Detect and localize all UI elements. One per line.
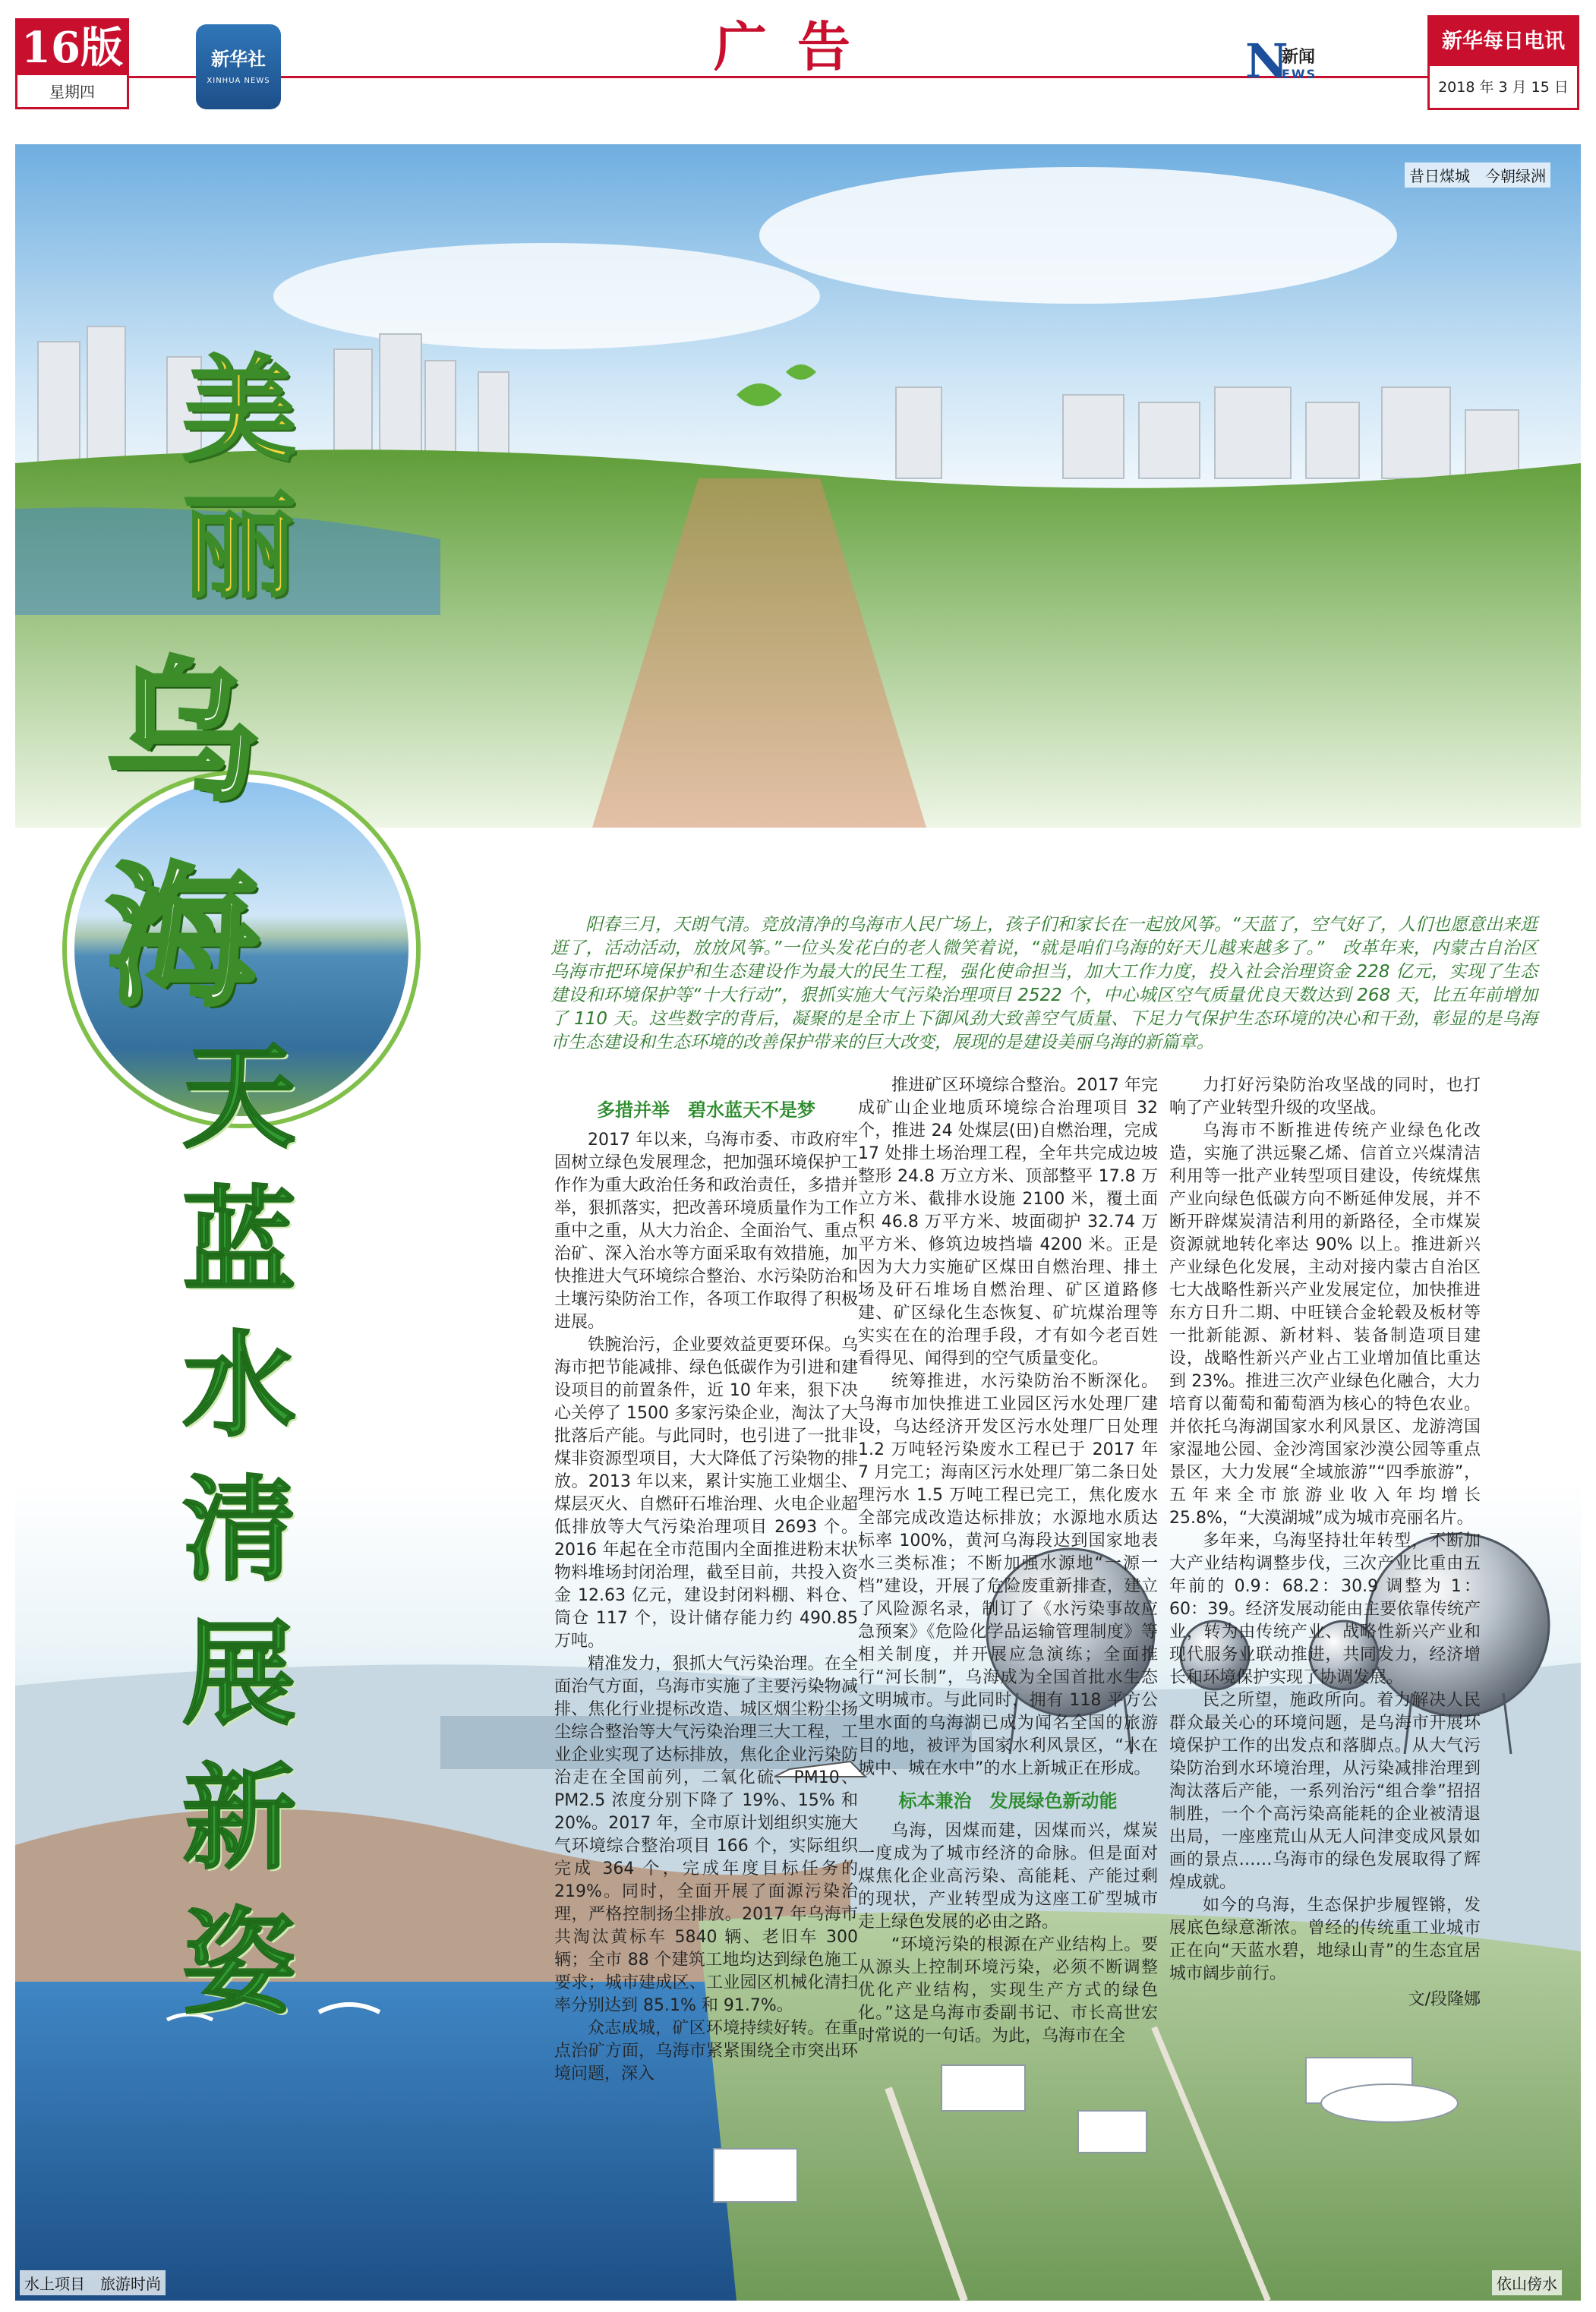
paragraph: 如今的乌海，生态保护步履铿锵，发展底色绿意渐浓。曾经的传统重工业城市正在向“天蓝水碧，地绿山青”的生态宜居城市阔步前行。: [1169, 1896, 1481, 1983]
page-number-box: [15, 18, 129, 109]
headline-meili: 美丽: [182, 343, 297, 613]
publication-date: 2018 年 3 月 15 日: [1438, 79, 1569, 96]
weekday: 星期四: [49, 83, 95, 101]
news-logo-letter: N: [1245, 33, 1288, 89]
paragraph: 推进矿区环境综合整治。2017 年完成矿山企业地质环境综合治理项目 32 个，推进 24 处煤层(田)自燃治理，完成 17 处排土场治理工程，全年共完成边坡整形 24.8 万立方米、顶部整平 17.8 万立方米、截排水设施 2100 米，覆土面积 46.8 万平方米、坡面砌护 32.74 万平方米、修筑边坡挡墙 4200 米。正是因为大力实施矿区煤田自燃治理、排土场及矸石堆场自燃治理、矿区道路修建、矿区绿化生态恢复、矿坑煤治理等实实在在的治理手段，才有如今老百姓看得见、闻得到的空气质量变化。: [858, 1076, 1158, 1368]
xinhua-logo-icon: [196, 24, 281, 109]
page-number: 16版: [17, 21, 127, 75]
article-column-1: [554, 1090, 858, 2086]
news-logo-en: EWS: [1282, 67, 1317, 81]
paragraph: 精准发力，狠抓大气污染治理。在全面治气方面，乌海市实施了主要污染物减排、焦化行业提标改造、城区烟尘粉尘扬尘综合整治等大气污染治理三大工程，工业企业实现了达标排放，焦化企业污染防治走在全国前列，二氧化硫、PM10、PM2.5 浓度分别下降了 19%、15% 和 20%。2017 年，全市原计划组织实施大气环境综合整治项目 166 个，实际组织完成 364 个，完成年度目标任务的 219%。同时，全面开展了面源污染治理，严格控制扬尘排放。2017 年乌海市共淘汰黄标车 5840 辆、老旧车 300 辆；全市 88 个建筑工地均达到绿色施工要求；城市建成区、工业园区机械化清扫率分别达到 85.1% 和 91.7%。: [554, 1654, 858, 2015]
newspaper-name: 新华每日电讯: [1430, 17, 1577, 66]
article-column-3: [1169, 1074, 1481, 2011]
news-logo-zh: 新闻: [1282, 48, 1316, 67]
brand-box: [1427, 15, 1579, 110]
headline-subtitle: 天蓝水清展新姿: [182, 1030, 297, 2030]
paragraph: “环境污染的根源在产业结构上。要从源头上控制环境污染，必须不断调整优化产业结构，实现生产方式的绿色化。”这是乌海市委副书记、市长高世宏时常说的一句话。为此，乌海市在全: [858, 1935, 1158, 2045]
paragraph: 民之所望，施政所向。着力解决人民群众最关心的环境问题，是乌海市开展环境保护工作的出发点和落脚点。从大气污染防治到水环境治理，从污染减排治理到淘汰落后产能，一系列治污“组合拳”招招制胜，一个个高污染高能耗的企业被清退出局，一座座荒山从无人问津变成风景如画的景点……乌海市的绿色发展取得了辉煌成就。: [1169, 1691, 1481, 1892]
intro-paragraph: 阳春三月，天朗气清。竞放清净的乌海市人民广场上，孩子们和家长在一起放风筝。“天蓝了，空气好了，人们也愿意出来逛逛了，活动活动，放放风筝。”一位头发花白的老人微笑着说，“就是咱们乌海的好天儿越来越多了。” 改革年来，内蒙古自治区乌海市把环境保护和生态建设作为最大的民生工程，强化使命担当，加大工作力度，投入社会治理资金 228 亿元，实现了生态建设和环境保护等“十大行动”，狠抓实施大气污染治理项目 2522 个，中心城区空气质量优良天数达到 268 天，比五年前增加了 110 天。这些数字的背后，凝聚的是全市上下御风劲大致善空气质量、下足力气保护生态环境的决心和干劲，彰显的是乌海市生态建设和生态环境的改善保护带来的巨大改变，展现的是建设美丽乌海的新篇章。: [550, 915, 1538, 1052]
paragraph: 统筹推进，水污染防治不断深化。乌海市加快推进工业园区污水处理厂建设，乌达经济开发区污水处理厂日处理 1.2 万吨轻污染废水工程已于 2017 年 7 月完工；海南区污水处理厂第二条日处理污水 1.5 万吨工程已完工，焦化废水全部完成改造达标排放；水源地水质达标率 100%，黄河乌海段达到国家地表水三类标准；不断加强水源地“一源一档”建设，开展了危险废重新排查，建立了风险源名录，制订了《水污染事故应急预案》《危险化学品运输管理制度》等相关制度，并开展应急演练；全面推行“河长制”，乌海成为全国首批水生态文明城市。与此同时，拥有 118 平方公里水面的乌海湖已成为闻名全国的旅游目的地，被评为国家水利风景区，“水在城中、城在水中”的水上新城正在形成。: [858, 1372, 1158, 1778]
news-logo: [1245, 30, 1352, 91]
advertisement-artwork: [15, 144, 1581, 2301]
photo-caption-bottom-left: 水上项目 旅游时尚: [20, 2270, 166, 2295]
masthead: [0, 0, 1596, 125]
section-title: 广告: [714, 15, 881, 78]
section-heading-2: 标本兼治 发展绿色新动能: [898, 1790, 1118, 1812]
paragraph: 乌海市不断推进传统产业绿色化改造，实施了洪远聚乙烯、信首立兴煤清洁利用等一批产业转型项目建设，传统煤焦产业向绿色低碳方向不断延伸发展，并不断开辟煤炭清洁利用的新路径，全市煤炭资源就地转化率达 90% 以上。推进新兴产业绿色化发展，主动对接内蒙古自治区七大战略性新兴产业发展定位，加快推进东方日升二期、中旺镁合金轮毂及板材等一批新能源、新材料、装备制造项目建设，战略性新兴产业占工业增加值比重达到 23%。推进三次产业绿色化融合，大力培育以葡萄和葡萄酒为核心的特色农业。并依托乌海湖国家水利风景区、龙游湾国家湿地公园、金沙湾国家沙漠公园等重点景区，大力发展“全域旅游”“四季旅游”，五年来全市旅游业收入年均增长 25.8%，“大漠湖城”成为城市亮丽名片。: [1169, 1121, 1481, 1528]
photo-caption-top: 昔日煤城 今朝绿洲: [1405, 162, 1550, 188]
headline-wuhai: 乌海: [106, 643, 259, 1027]
paragraph: 众志成城，矿区环境持续好转。在重点治矿方面，乌海市紧紧围绕全市突出环境问题，深入: [554, 2019, 858, 2083]
paragraph: 铁腕治污，企业要效益更要环保。乌海市把节能减排、绿色低碳作为引进和建设项目的前置条件，近 10 年来，狠下决心关停了 1500 多家污染企业，淘汰了大批落后产能。与此同时，也引进了一批非煤非资源型项目，大大降低了污染物的排放。2013 年以来，累计实施工业烟尘、煤层灭火、自燃矸石堆治理、火电企业超低排放等大气污染治理项目 2693 个。2016 年起在全市范围内全面推进粉末状物料堆场封闭治理，截至目前，共投入资金 12.63 亿元，建设封闭料棚、料仓、筒仓 117 个，设计储存能力约 490.85 万吨。: [554, 1336, 858, 1651]
article-column-2: [858, 1074, 1158, 2048]
paragraph: 2017 年以来，乌海市委、市政府牢固树立绿色发展理念，把加强环境保护工作作为重大政治任务和政治责任，多措并举，狠抓落实，把改善环境质量作为工作重中之重，从大力治企、全面治气、重点治矿、深入治水等方面采取有效措施，加快推进大气环境综合整治、水污染防治和土壤污染防治工作，各项工作取得了积极进展。: [554, 1131, 858, 1332]
byline: 文/段隆娜: [1408, 1990, 1481, 2009]
section-heading-1: 多措并举 碧水蓝天不是梦: [597, 1099, 815, 1121]
paragraph: 力打好污染防治攻坚战的同时，也打响了产业转型升级的攻坚战。: [1169, 1076, 1481, 1118]
photo-caption-bottom-right: 依山傍水: [1492, 2270, 1562, 2295]
paragraph: 乌海，因煤而建，因煤而兴，煤炭一度成为了城市经济的命脉。但是面对煤焦化企业高污染、高能耗、产能过剩的现状，产业转型成为这座工矿型城市走上绿色发展的必由之路。: [858, 1822, 1158, 1932]
xinhua-logo-subtext: XINHUA NEWS: [207, 77, 270, 85]
paragraph: 多年来，乌海坚持壮年转型，不断加大产业结构调整步伐，三次产业比重由五年前的 0.9：68.2：30.9 调整为 1：60：39。经济发展动能由主要依靠传统产业，转为由传统产业、战略性新兴产业和现代服务业联动推进，共同发力，经济增长和环境保护实现了协调发展。: [1169, 1531, 1481, 1687]
xinhua-logo-text: 新华社: [211, 48, 266, 70]
